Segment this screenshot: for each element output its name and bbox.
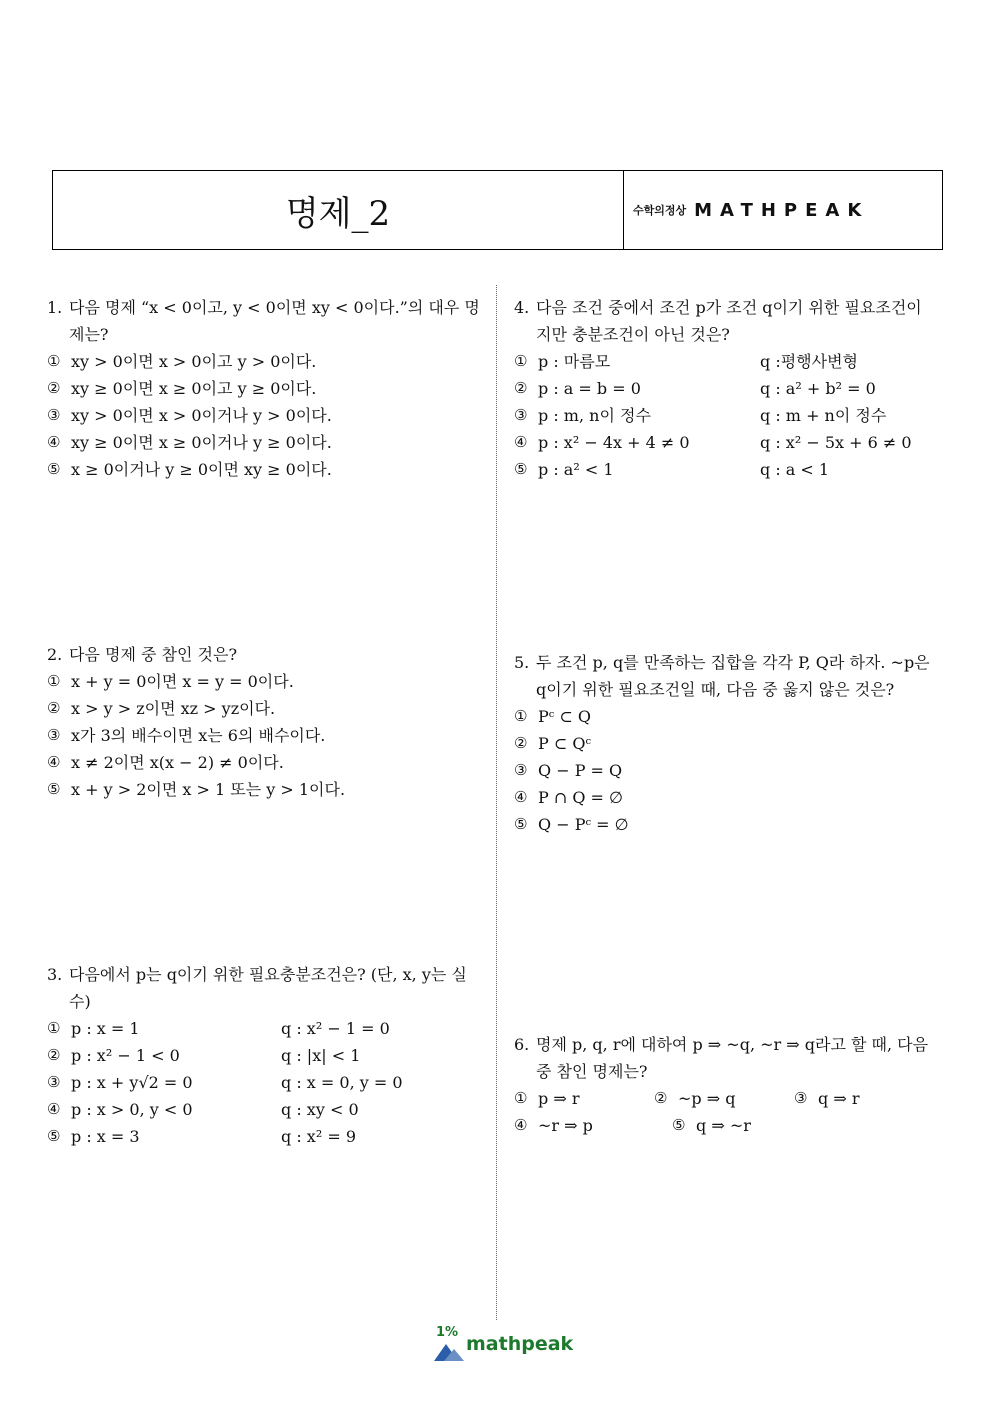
option-4[interactable]: ④ ~r ⇒ p xyxy=(514,1116,593,1135)
question-stem: 명제 p, q, r에 대하여 p ⇒ ~q, ~r ⇒ q라고 할 때, 다음 중 참인 명제는? xyxy=(536,1035,929,1081)
option-2[interactable]: ② P ⊂ Qᶜ xyxy=(514,734,591,753)
option-4[interactable]: ④ xy ≥ 0이면 x ≥ 0이거나 y ≥ 0이다. xyxy=(47,433,332,452)
option-2[interactable]: ② p : x² − 1 < 0 q : |x| < 1 xyxy=(47,1046,361,1065)
question-number: 6. xyxy=(514,1035,530,1054)
question-number: 1. xyxy=(47,298,63,317)
option-4[interactable]: ④ P ∩ Q = ∅ xyxy=(514,788,623,807)
question-stem: 다음 조건 중에서 조건 p가 조건 q이기 위한 필요조건이지만 충분조건이 아닌 것은? xyxy=(536,298,922,344)
option-3[interactable]: ③ p : x + y√2 = 0 q : x = 0, y = 0 xyxy=(47,1073,403,1092)
logo-percent: 1% xyxy=(436,1325,459,1340)
option-3[interactable]: ③ xy > 0이면 x > 0이거나 y > 0이다. xyxy=(47,406,332,425)
question-2 xyxy=(47,641,485,803)
option-1[interactable]: ① p ⇒ r xyxy=(514,1089,580,1108)
option-3[interactable]: ③ x가 3의 배수이면 x는 6의 배수이다. xyxy=(47,726,326,745)
option-2[interactable]: ② ~p ⇒ q xyxy=(654,1089,736,1108)
brand-tagline: 수학의정상 xyxy=(633,204,687,217)
question-1 xyxy=(47,294,485,483)
option-2[interactable]: ② p : a = b = 0 q : a² + b² = 0 xyxy=(514,379,876,398)
question-4 xyxy=(514,294,934,483)
option-2[interactable]: ② xy ≥ 0이면 x ≥ 0이고 y ≥ 0이다. xyxy=(47,379,317,398)
option-3[interactable]: ③ p : m, n이 정수 q : m + n이 정수 xyxy=(514,406,887,425)
question-5 xyxy=(514,649,934,838)
option-1[interactable]: ① x + y = 0이면 x = y = 0이다. xyxy=(47,672,294,691)
option-5[interactable]: ⑤ Q − Pᶜ = ∅ xyxy=(514,815,629,834)
brand-name: MATHPEAK xyxy=(694,199,870,221)
option-3[interactable]: ③ Q − P = Q xyxy=(514,761,623,780)
option-1[interactable]: ① xy > 0이면 x > 0이고 y > 0이다. xyxy=(47,352,317,371)
question-6 xyxy=(514,1031,934,1139)
question-number: 2. xyxy=(47,645,63,664)
question-number: 3. xyxy=(47,965,63,984)
option-4[interactable]: ④ p : x > 0, y < 0 q : xy < 0 xyxy=(47,1100,359,1119)
logo-name: mathpeak xyxy=(466,1333,574,1355)
option-1[interactable]: ① p : 마름모 q :평행사변형 xyxy=(514,352,858,371)
question-stem: 다음에서 p는 q이기 위한 필요충분조건은? (단, x, y는 실수) xyxy=(69,965,467,1011)
question-number: 4. xyxy=(514,298,530,317)
option-5[interactable]: ⑤ q ⇒ ~r xyxy=(672,1116,751,1135)
worksheet-header xyxy=(52,170,943,250)
option-1[interactable]: ① Pᶜ ⊂ Q xyxy=(514,707,591,726)
question-3 xyxy=(47,961,485,1150)
option-5[interactable]: ⑤ x + y > 2이면 x > 1 또는 y > 1이다. xyxy=(47,780,346,799)
mathpeak-logo xyxy=(434,1325,574,1365)
mountain-icon xyxy=(434,1341,464,1361)
option-5[interactable]: ⑤ p : a² < 1 q : a < 1 xyxy=(514,460,830,479)
question-stem: 다음 명제 “x < 0이고, y < 0이면 xy < 0이다.”의 대우 명제는? xyxy=(69,298,480,344)
option-1[interactable]: ① p : x = 1 q : x² − 1 = 0 xyxy=(47,1019,390,1038)
option-5[interactable]: ⑤ x ≥ 0이거나 y ≥ 0이면 xy ≥ 0이다. xyxy=(47,460,332,479)
option-4[interactable]: ④ x ≠ 2이면 x(x − 2) ≠ 0이다. xyxy=(47,753,284,772)
option-2[interactable]: ② x > y > z이면 xz > yz이다. xyxy=(47,699,276,718)
option-4[interactable]: ④ p : x² − 4x + 4 ≠ 0 q : x² − 5x + 6 ≠ 0 xyxy=(514,433,912,452)
question-number: 5. xyxy=(514,653,530,672)
page-title: 명제_2 xyxy=(53,171,624,249)
option-5[interactable]: ⑤ p : x = 3 q : x² = 9 xyxy=(47,1127,356,1146)
question-stem: 다음 명제 중 참인 것은? xyxy=(69,645,238,664)
brand xyxy=(633,171,869,249)
column-divider xyxy=(496,285,497,1320)
question-stem: 두 조건 p, q를 만족하는 집합을 각각 P, Q라 하자. ~p은 q이기 위한 필요조건일 때, 다음 중 옳지 않은 것은? xyxy=(536,653,930,699)
option-3[interactable]: ③ q ⇒ r xyxy=(794,1089,860,1108)
